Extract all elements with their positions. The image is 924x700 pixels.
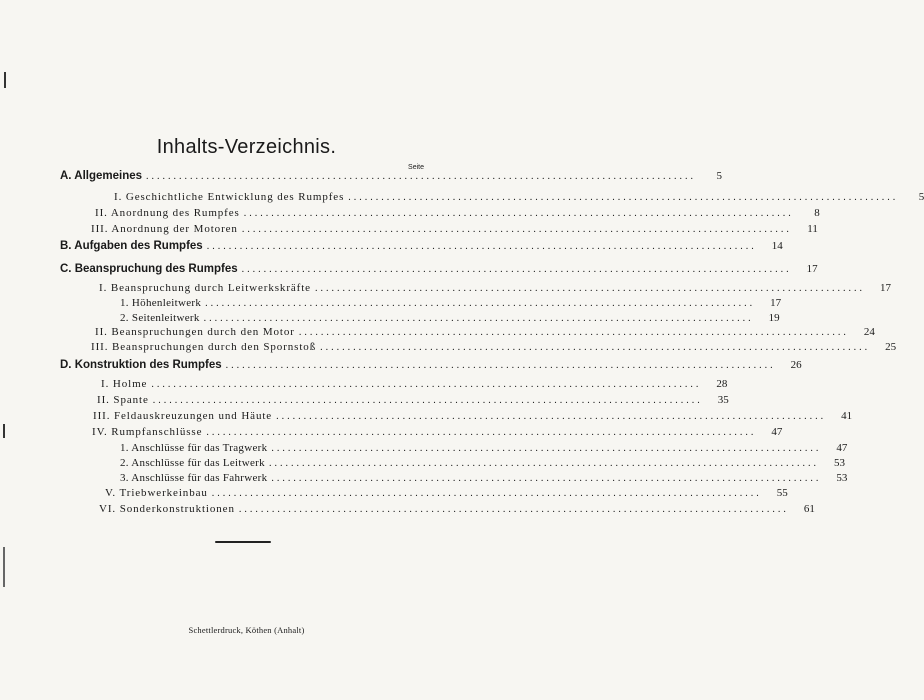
toc-entry <box>95 207 820 223</box>
toc-label: C. Beanspruchung des Rumpfes <box>60 263 238 275</box>
leader-dots: .................................................................................................... <box>243 208 794 219</box>
toc-entry <box>60 263 818 279</box>
leader-dots: .................................................................................................... <box>241 224 792 235</box>
toc-entry <box>97 394 729 410</box>
toc-page: 19 <box>768 312 780 324</box>
toc-label: B. Aufgaben des Rumpfes <box>60 240 203 252</box>
toc-page: 24 <box>863 326 875 338</box>
toc-label: VI. Sonderkonstruktionen <box>99 503 235 515</box>
toc-page: 26 <box>790 359 802 371</box>
toc-label: III. Beanspruchungen durch den Spornstoß <box>91 341 317 353</box>
toc-entry <box>120 442 848 458</box>
divider <box>215 541 271 543</box>
scan-mark <box>3 424 5 438</box>
leader-dots: .................................................................................................... <box>211 488 762 499</box>
toc-page: 28 <box>716 378 728 390</box>
toc-page: 53 <box>836 472 848 484</box>
scan-mark <box>3 547 5 587</box>
toc-entry <box>60 359 802 375</box>
leader-dots: .................................................................................................... <box>271 473 822 484</box>
toc-page: 17 <box>770 297 782 309</box>
toc-page: 61 <box>803 503 815 515</box>
toc-entry <box>99 282 891 298</box>
toc-label: 2. Seitenleitwerk <box>120 312 200 324</box>
page-title: Inhalts-Verzeichnis. <box>156 136 337 158</box>
toc-entry <box>120 297 782 313</box>
toc-page: 11 <box>807 223 818 235</box>
leader-dots: .................................................................................................... <box>206 427 757 438</box>
leader-dots: .................................................................................................... <box>298 327 849 338</box>
toc-entry <box>105 487 788 503</box>
toc-label: III. Anordnung der Motoren <box>91 223 238 235</box>
leader-dots: .................................................................................................... <box>203 313 754 324</box>
toc-label: 2. Anschlüsse für das Leitwerk <box>120 457 265 469</box>
scan-mark <box>4 72 6 88</box>
page-column-header: Seite <box>408 164 424 171</box>
toc-label: I. Holme <box>101 378 148 390</box>
toc-label: D. Konstruktion des Rumpfes <box>60 359 222 371</box>
toc-page: 53 <box>833 457 845 469</box>
toc-page: 17 <box>806 263 818 275</box>
toc-page: 5 <box>918 191 924 203</box>
leader-dots: .................................................................................................... <box>271 443 822 454</box>
leader-dots: .................................................................................................... <box>225 360 776 371</box>
toc-entry <box>93 410 853 426</box>
toc-page: 5 <box>716 170 723 182</box>
leader-dots: .................................................................................................... <box>205 298 756 309</box>
leader-dots: .................................................................................................... <box>268 458 819 469</box>
leader-dots: .................................................................................................... <box>348 192 899 203</box>
leader-dots: .................................................................................................... <box>238 504 789 515</box>
toc-entry <box>101 378 728 394</box>
toc-label: 3. Anschlüsse für das Fahrwerk <box>120 472 268 484</box>
toc-label: III. Feldauskreuzungen und Häute <box>93 410 273 422</box>
toc-entry <box>120 457 845 473</box>
toc-label: II. Spante <box>97 394 149 406</box>
toc-entry <box>120 472 848 488</box>
toc-label: I. Geschichtliche Entwicklung des Rumpfes <box>114 191 345 203</box>
toc-entry <box>91 223 818 239</box>
toc-page: 55 <box>776 487 788 499</box>
toc-entry <box>99 503 815 519</box>
toc-entry <box>95 326 875 342</box>
toc-page: 41 <box>841 410 853 422</box>
leader-dots: .................................................................................................... <box>151 379 702 390</box>
toc-page: 14 <box>771 240 783 252</box>
printer-imprint: Schettlerdruck, Köthen (Anhalt) <box>188 625 305 635</box>
toc-entry <box>91 341 897 357</box>
toc-page: 17 <box>879 282 891 294</box>
toc-page: 8 <box>814 207 820 219</box>
toc-label: A. Allgemeines <box>60 170 143 182</box>
leader-dots: .................................................................................................... <box>276 411 827 422</box>
toc-entry <box>60 240 783 256</box>
leader-dots: .................................................................................................... <box>206 241 757 252</box>
leader-dots: .................................................................................................... <box>314 283 865 294</box>
leader-dots: .................................................................................................... <box>241 264 792 275</box>
toc-entry <box>114 191 924 207</box>
toc-page: 25 <box>885 341 897 353</box>
leader-dots: .................................................................................................... <box>152 395 703 406</box>
toc-label: 1. Höhenleitwerk <box>120 297 202 309</box>
toc-entry <box>60 170 723 186</box>
toc-label: IV. Rumpfanschlüsse <box>92 426 203 438</box>
toc-page: 47 <box>836 442 848 454</box>
leader-dots: .................................................................................................... <box>320 342 871 353</box>
toc-label: V. Triebwerkeinbau <box>105 487 208 499</box>
toc-page: 35 <box>717 394 729 406</box>
leader-dots: .................................................................................................... <box>146 171 697 182</box>
toc-label: I. Beanspruchung durch Leitwerkskräfte <box>99 282 311 294</box>
toc-entry <box>92 426 783 442</box>
toc-label: II. Beanspruchungen durch den Motor <box>95 326 295 338</box>
toc-label: 1. Anschlüsse für das Tragwerk <box>120 442 268 454</box>
toc-page: 47 <box>771 426 783 438</box>
toc-label: II. Anordnung des Rumpfes <box>95 207 240 219</box>
